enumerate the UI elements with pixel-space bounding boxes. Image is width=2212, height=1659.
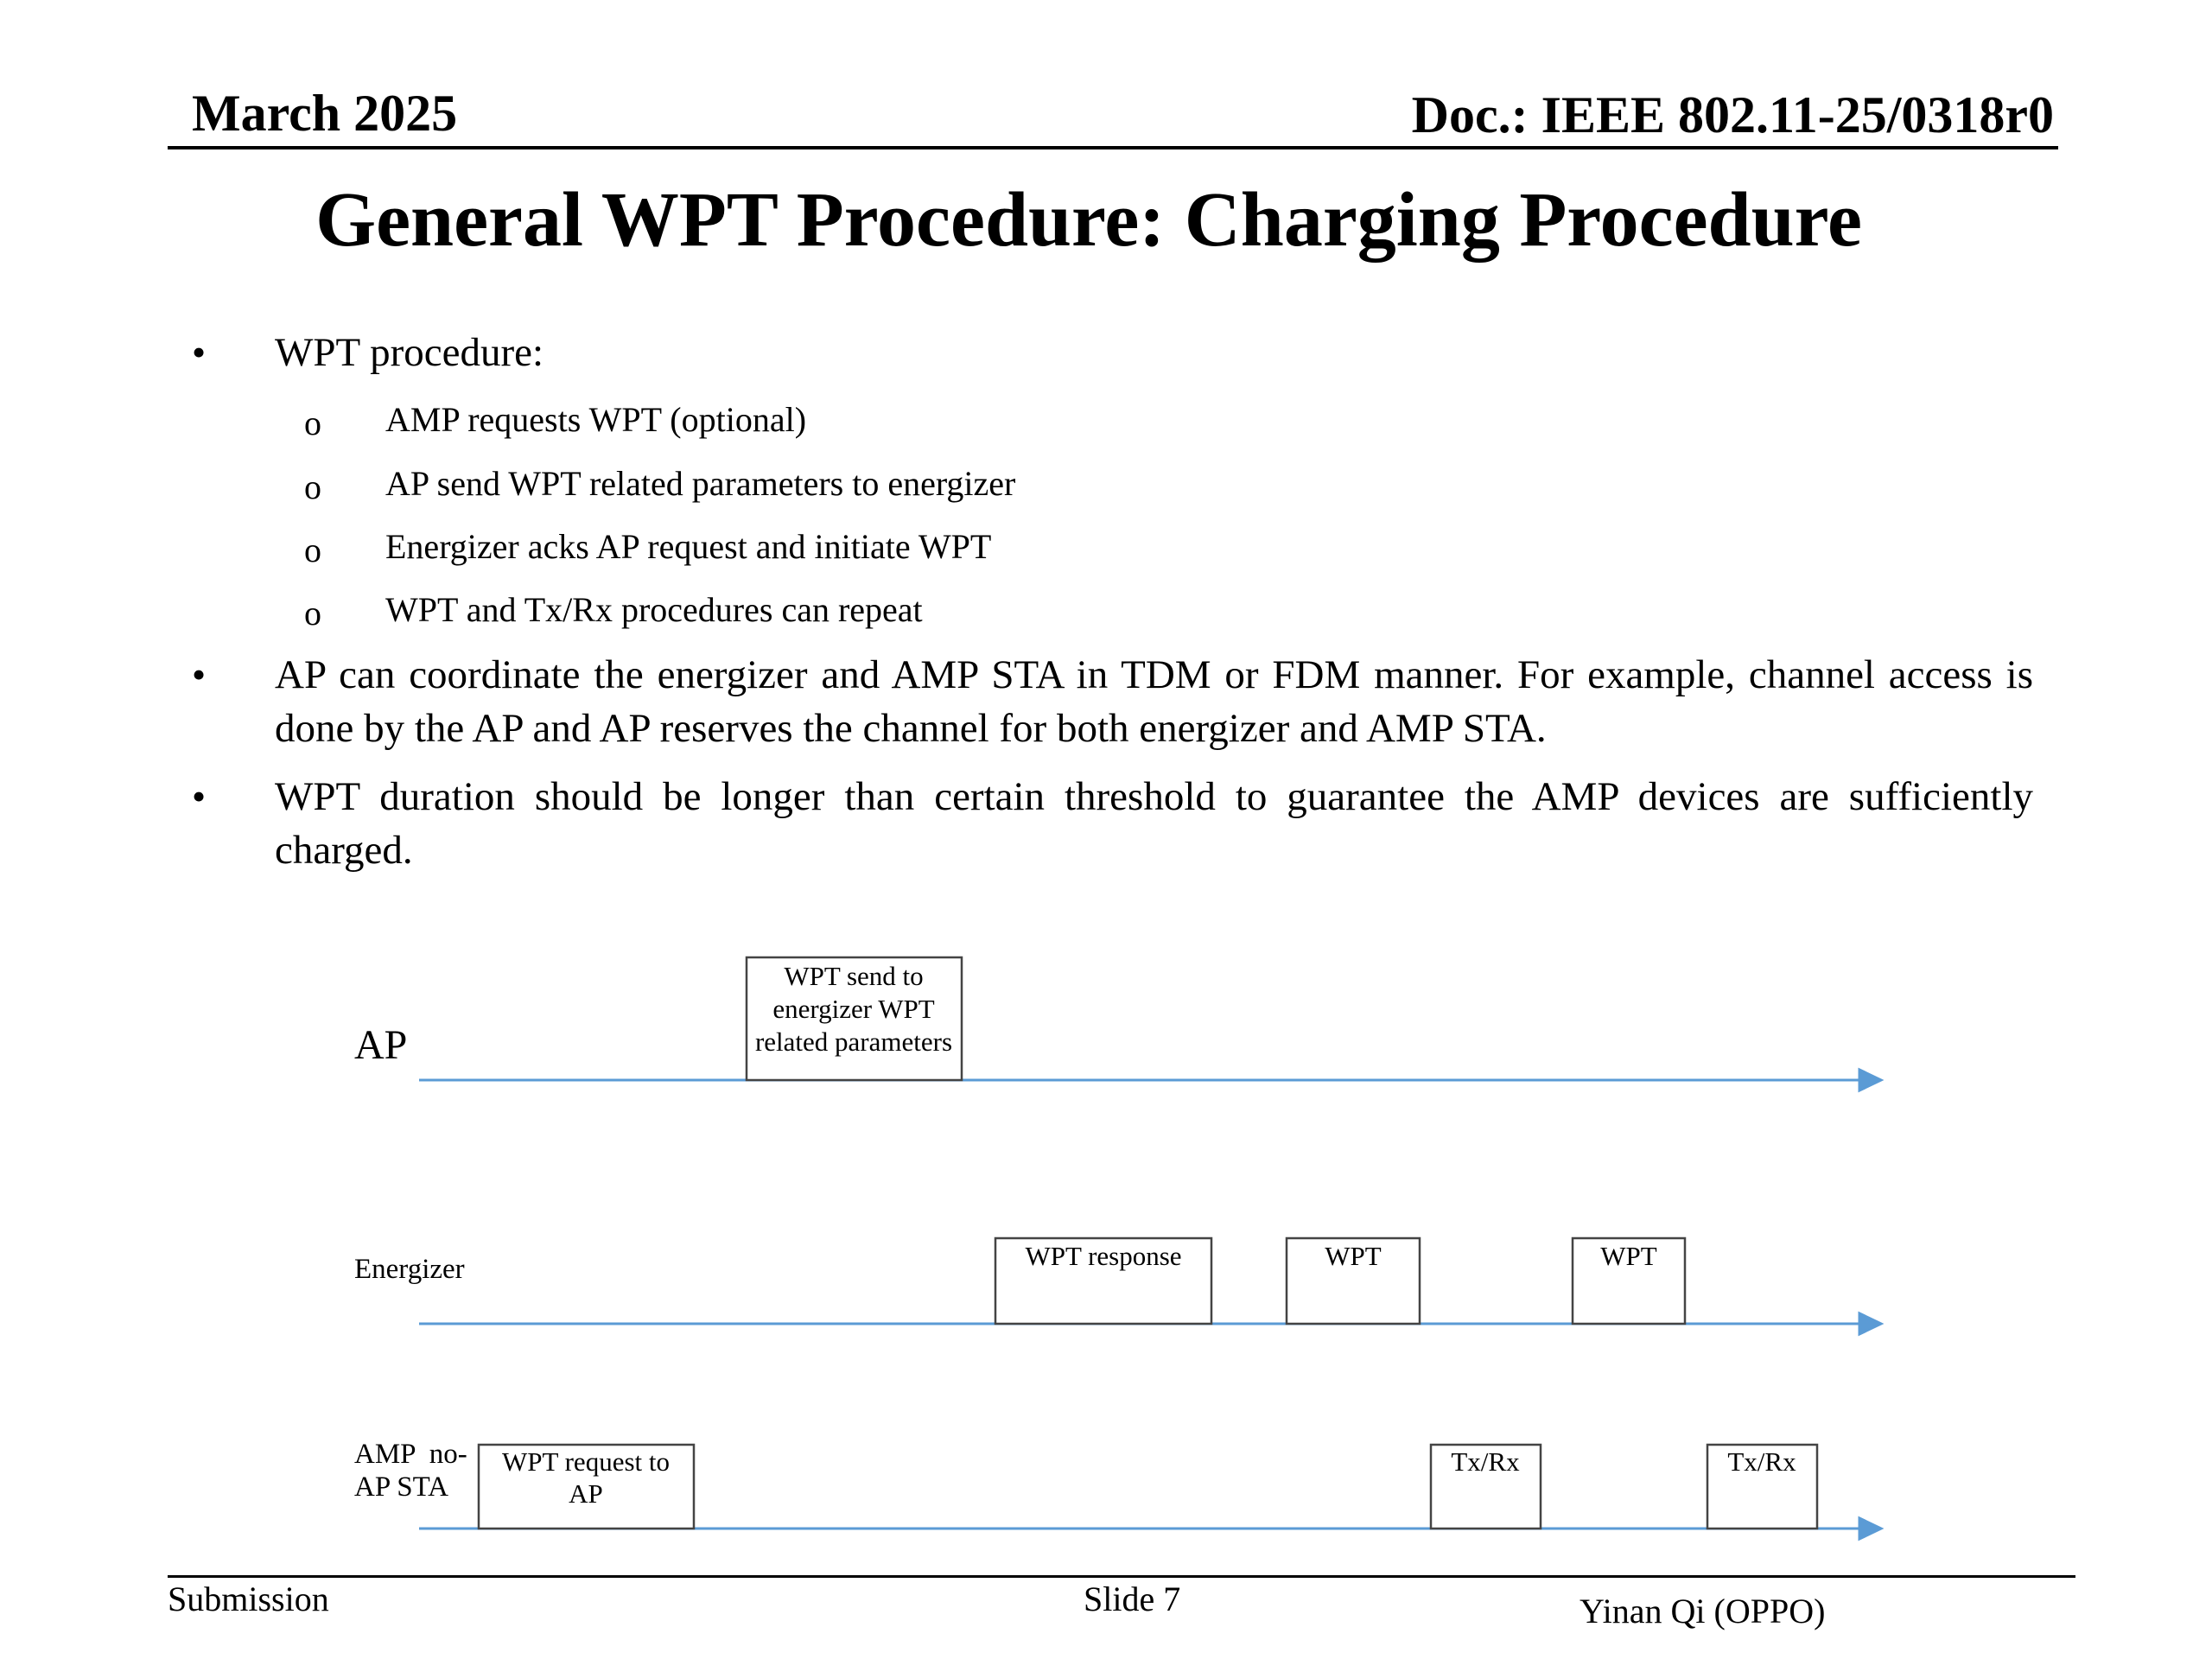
footer-slide-number: Slide 7 — [1084, 1580, 1181, 1618]
timeline-energizer-arrowhead — [1859, 1313, 1881, 1334]
bullet-coordination: AP can coordinate the energizer and AMP STA in TDM or FDM manner. For example, channel access is done by the AP and AP reserves the channel for both energizer and AMP STA. — [275, 652, 2033, 751]
sub-bullet-marker: o — [304, 404, 321, 442]
lane-label-energizer: Energizer — [354, 1254, 465, 1285]
sub-bullet-item: WPT and Tx/Rx procedures can repeat — [385, 590, 923, 629]
box-txrx-1-label: Tx/Rx — [1451, 1446, 1520, 1477]
box-wpt-response — [995, 1238, 1211, 1324]
box-wpt-response-label: WPT response — [1025, 1241, 1182, 1271]
box-ap-params — [747, 957, 962, 1080]
sub-bullet-item: AP send WPT related parameters to energizer — [385, 464, 1016, 503]
timeline-ap-arrowhead — [1859, 1070, 1881, 1090]
box-wpt-request-line2: AP — [569, 1478, 603, 1509]
footer-submission: Submission — [168, 1580, 329, 1618]
bullet-wpt-procedure: WPT procedure: — [275, 330, 544, 375]
box-txrx-1 — [1431, 1445, 1541, 1529]
lane-label-sta-line2: AP STA — [354, 1471, 448, 1503]
lane-label-sta-line1: AMP no- — [354, 1439, 467, 1470]
box-wpt-request-line1: WPT request to — [501, 1446, 671, 1477]
sub-bullet-marker: o — [304, 594, 321, 632]
sub-bullet-item: AMP requests WPT (optional) — [385, 400, 807, 439]
header-date: March 2025 — [192, 85, 458, 142]
box-wpt-2-label: WPT — [1600, 1241, 1657, 1271]
sub-bullet-marker: o — [304, 467, 321, 506]
box-wpt-request — [479, 1445, 694, 1529]
footer-author: Yinan Qi (OPPO) — [1580, 1592, 1826, 1630]
box-ap-params-line2: energizer WPT — [772, 994, 935, 1024]
sub-bullet-marker: o — [304, 531, 321, 569]
bullet-marker: • — [192, 652, 207, 696]
bullet-marker: • — [192, 774, 207, 818]
sub-bullet-item: Energizer acks AP request and initiate WPT — [385, 527, 992, 566]
box-wpt-1 — [1287, 1238, 1420, 1324]
bullet-duration: WPT duration should be longer than certain threshold to guarantee the AMP devices are sufficiently charged. — [275, 774, 2033, 873]
box-ap-params-line3: related parameters — [754, 1027, 953, 1057]
box-ap-params-line1: WPT send to — [784, 961, 924, 991]
bullet-marker: • — [192, 330, 207, 374]
lane-label-ap: AP — [354, 1022, 408, 1068]
header-doc-id: Doc.: IEEE 802.11-25/0318r0 — [1411, 86, 2054, 143]
slide-title: General WPT Procedure: Charging Procedure — [315, 177, 1862, 263]
box-wpt-1-label: WPT — [1325, 1241, 1382, 1271]
box-txrx-2 — [1707, 1445, 1817, 1529]
timeline-sta-arrowhead — [1859, 1518, 1881, 1539]
box-wpt-2 — [1573, 1238, 1685, 1324]
box-txrx-2-label: Tx/Rx — [1727, 1446, 1796, 1477]
